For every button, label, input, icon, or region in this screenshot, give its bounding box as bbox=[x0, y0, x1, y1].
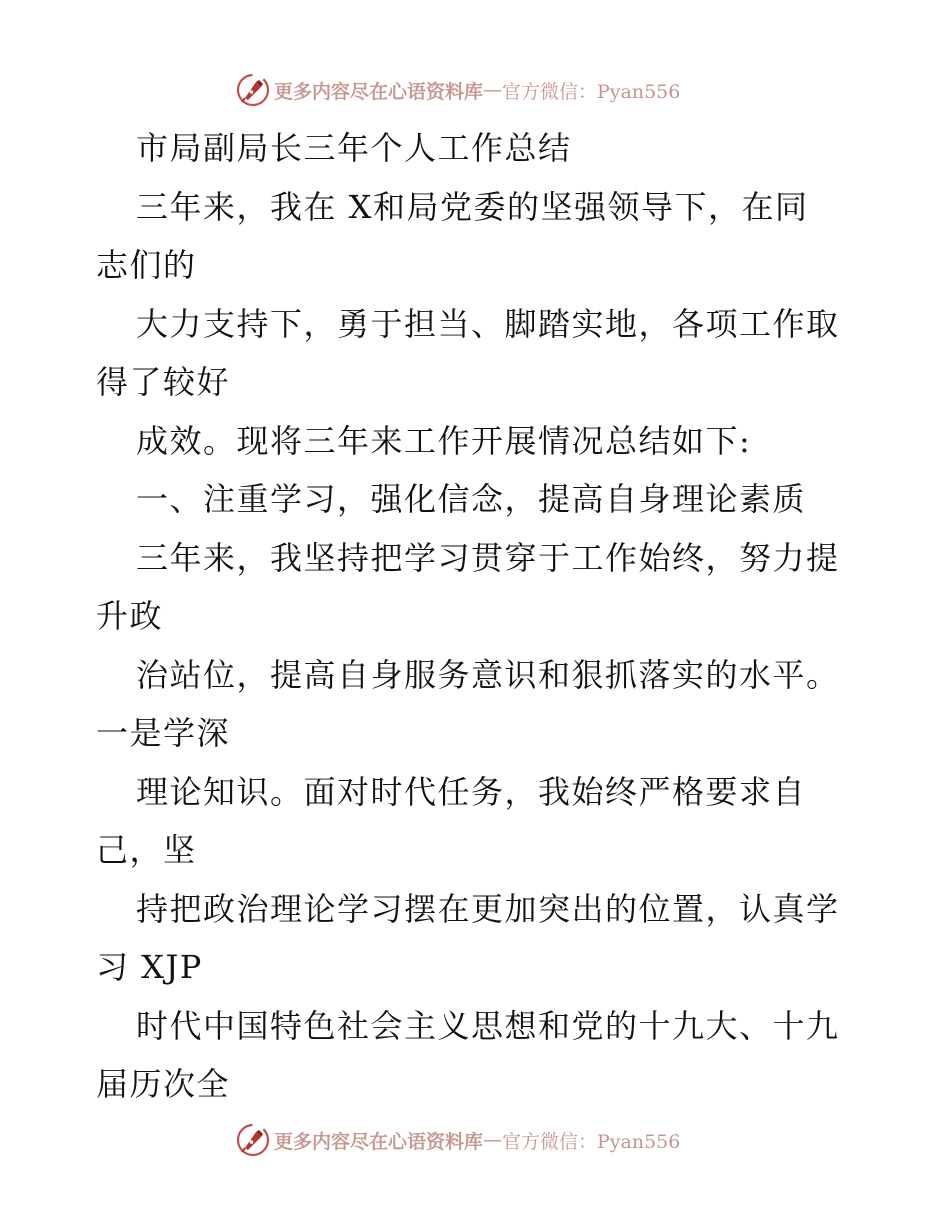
watermark-tail-text: 官方微信：Pyan556 bbox=[502, 1130, 681, 1153]
document-body bbox=[96, 119, 886, 1114]
section-heading: 一、注重学习，强化信念，提高自身理论素质 bbox=[136, 480, 807, 518]
text-line: 三年来，我在 X和局党委的坚强领导下，在同 bbox=[136, 187, 809, 226]
text-line: 成效。现将三年来工作开展情况总结如下: bbox=[136, 421, 752, 460]
watermark-main-text: 更多内容尽在心语资料库 bbox=[274, 1130, 484, 1153]
pen-nib-logo-icon bbox=[236, 73, 270, 107]
text-line: 理论知识。面对时代任务，我始终严格要求自 bbox=[136, 772, 807, 811]
text-line: 三年来，我坚持把学习贯穿于工作始终，努力提 bbox=[136, 538, 840, 577]
text-line: 时代中国特色社会主义思想和党的十九大、十九 bbox=[136, 1006, 840, 1045]
text-line: 届历次全 bbox=[96, 1065, 231, 1103]
watermark-main-text: 更多内容尽在心语资料库 bbox=[274, 80, 484, 103]
text-line: 持把政治理论学习摆在更加突出的位置，认真学 bbox=[136, 889, 840, 928]
text-line: 升政 bbox=[96, 597, 164, 635]
text-line: 治站位，提高自身服务意识和狠抓落实的水平。 bbox=[136, 655, 840, 694]
text-line: 己，坚 bbox=[96, 831, 197, 869]
text-line: 习 XJP bbox=[96, 948, 203, 986]
header-watermark bbox=[236, 72, 680, 108]
watermark-separator: — bbox=[483, 79, 503, 101]
watermark-tail-text: 官方微信：Pyan556 bbox=[502, 80, 681, 103]
text-line: 一是学深 bbox=[96, 714, 231, 752]
footer-watermark bbox=[236, 1122, 680, 1158]
watermark-separator: — bbox=[483, 1129, 503, 1151]
document-title: 市局副局长三年个人工作总结 bbox=[136, 129, 572, 167]
text-line: 志们的 bbox=[96, 246, 197, 284]
text-line: 大力支持下，勇于担当、脚踏实地，各项工作取 bbox=[136, 304, 840, 343]
text-line: 得了较好 bbox=[96, 363, 231, 401]
pen-nib-logo-icon bbox=[236, 1123, 270, 1157]
